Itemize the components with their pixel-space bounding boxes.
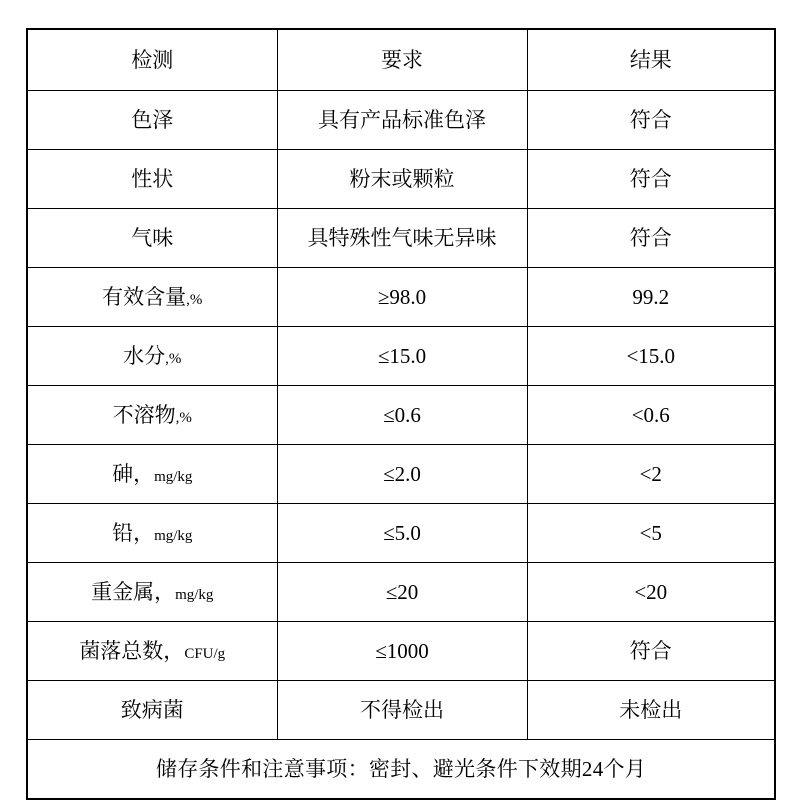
cell-requirement: ≤20 bbox=[277, 563, 527, 622]
table-row bbox=[27, 622, 775, 681]
table-row bbox=[27, 563, 775, 622]
cell-result: <15.0 bbox=[527, 327, 775, 386]
cell-requirement: ≤2.0 bbox=[277, 445, 527, 504]
item-unit: mg/kg bbox=[154, 468, 193, 485]
cell-result: 符合 bbox=[527, 622, 775, 681]
cell-result: 未检出 bbox=[527, 681, 775, 740]
item-unit: ,% bbox=[165, 350, 182, 367]
item-unit: mg/kg bbox=[154, 527, 193, 544]
cell-item bbox=[27, 91, 277, 150]
item-unit: ,% bbox=[186, 291, 203, 308]
cell-requirement: 具特殊性气味无异味 bbox=[277, 209, 527, 268]
cell-item bbox=[27, 268, 277, 327]
table-row bbox=[27, 150, 775, 209]
table-row bbox=[27, 504, 775, 563]
column-header-result: 结果 bbox=[527, 29, 775, 91]
cell-item bbox=[27, 681, 277, 740]
item-unit: CFU/g bbox=[184, 645, 226, 662]
table-row bbox=[27, 268, 775, 327]
item-label: 菌落总数， bbox=[79, 638, 185, 663]
cell-item bbox=[27, 445, 277, 504]
cell-requirement: 不得检出 bbox=[277, 681, 527, 740]
cell-result: 符合 bbox=[527, 91, 775, 150]
column-header-requirement: 要求 bbox=[277, 29, 527, 91]
cell-result: <5 bbox=[527, 504, 775, 563]
table-row bbox=[27, 91, 775, 150]
cell-item bbox=[27, 386, 277, 445]
cell-item bbox=[27, 327, 277, 386]
item-label: 砷， bbox=[112, 461, 155, 486]
storage-note bbox=[27, 740, 775, 800]
cell-requirement: ≥98.0 bbox=[277, 268, 527, 327]
cell-item bbox=[27, 622, 277, 681]
cell-item bbox=[27, 504, 277, 563]
specification-table bbox=[26, 28, 776, 800]
item-label: 致病菌 bbox=[120, 697, 184, 722]
cell-result: <0.6 bbox=[527, 386, 775, 445]
column-header-item: 检测 bbox=[27, 29, 277, 91]
storage-note-text: 储存条件和注意事项：密封、避光条件下效期24个月 bbox=[155, 756, 647, 781]
cell-item bbox=[27, 563, 277, 622]
table-row bbox=[27, 445, 775, 504]
item-label: 色泽 bbox=[131, 107, 174, 132]
item-label: 气味 bbox=[131, 225, 174, 250]
item-label: 水分 bbox=[123, 343, 166, 368]
cell-requirement: 具有产品标准色泽 bbox=[277, 91, 527, 150]
item-label: 性状 bbox=[131, 166, 174, 191]
table-row bbox=[27, 209, 775, 268]
cell-requirement: ≤0.6 bbox=[277, 386, 527, 445]
cell-result: <20 bbox=[527, 563, 775, 622]
cell-item bbox=[27, 150, 277, 209]
cell-result: 符合 bbox=[527, 209, 775, 268]
cell-result: <2 bbox=[527, 445, 775, 504]
cell-item bbox=[27, 209, 277, 268]
item-label: 有效含量 bbox=[102, 284, 187, 309]
item-label: 重金属， bbox=[91, 579, 176, 604]
table-header-row bbox=[27, 29, 775, 91]
cell-result: 符合 bbox=[527, 150, 775, 209]
cell-requirement: ≤15.0 bbox=[277, 327, 527, 386]
item-unit: ,% bbox=[175, 409, 192, 426]
item-label: 不溶物 bbox=[112, 402, 176, 427]
table-note-row bbox=[27, 740, 775, 800]
table-row bbox=[27, 386, 775, 445]
cell-requirement: ≤5.0 bbox=[277, 504, 527, 563]
item-unit: mg/kg bbox=[175, 586, 214, 603]
item-label: 铅， bbox=[112, 520, 155, 545]
cell-requirement: 粉末或颗粒 bbox=[277, 150, 527, 209]
cell-result: 99.2 bbox=[527, 268, 775, 327]
cell-requirement: ≤1000 bbox=[277, 622, 527, 681]
table-row bbox=[27, 681, 775, 740]
table-row bbox=[27, 327, 775, 386]
